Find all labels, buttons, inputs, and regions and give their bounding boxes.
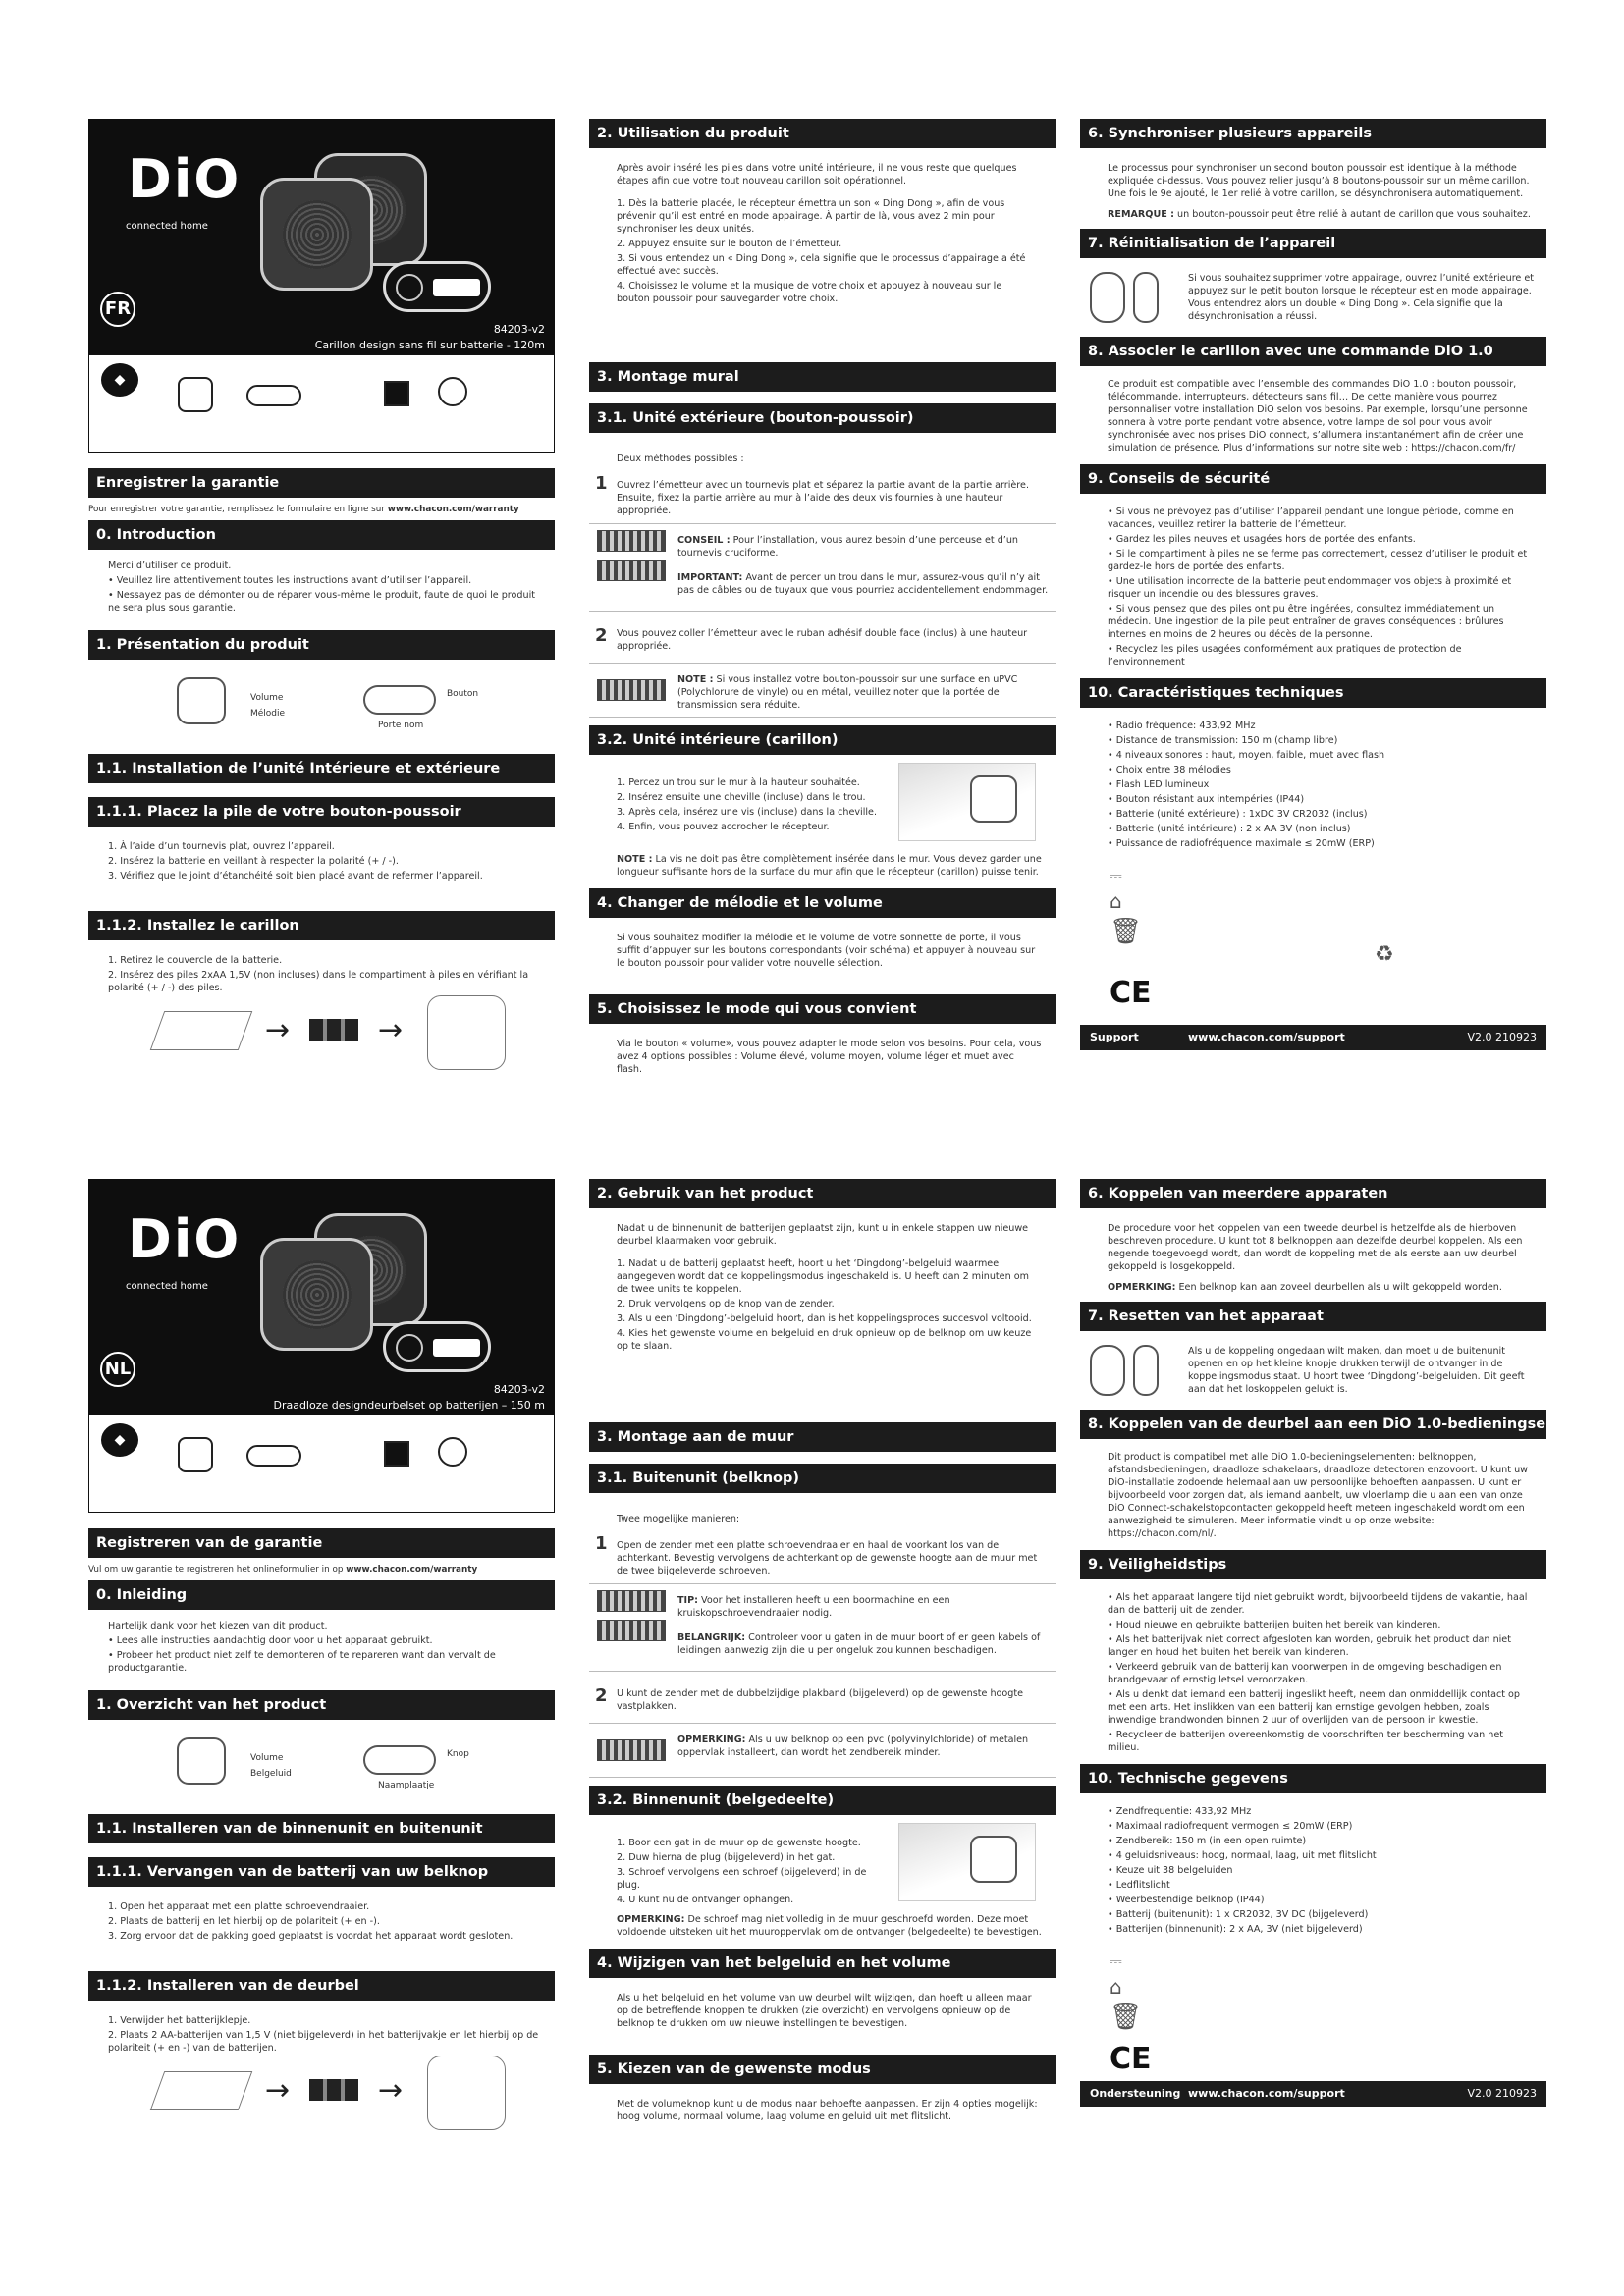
contents-label: 1x manuel 2x 84203-v2 1x 1x CR2032 3V 1x — [358, 438, 546, 448]
ce-mark-icon: CE — [1110, 2042, 1152, 2076]
reset-heading: 7. Réinitialisation de l’appareil — [1080, 229, 1546, 258]
step-line: 4. Enfin, vous pouvez accrocher le récepteur. — [617, 822, 830, 832]
exterior-intro: Deux méthodes possibles : — [617, 454, 744, 464]
warranty-text — [88, 1558, 555, 1580]
important-text: Avant de percer un trou dans le mur, assurez-vous qu’il n’y ait pas de câbles ou de tuyaux que vous pourriez accidentellement endommager. — [677, 572, 1049, 596]
tape-icon — [597, 1739, 666, 1761]
version-label: V2.0 210923 — [1467, 1031, 1537, 1043]
drill-icon — [597, 530, 666, 552]
safety-line: • Recycleer de batterijen overeenkomstig de voorschriften ter bescherming van het milieu. — [1108, 1730, 1504, 1753]
arrow-icon: → — [265, 1013, 291, 1047]
button-label: Knop — [447, 1749, 469, 1759]
product-description: Carillon design sans fil sur batterie - 120m — [314, 339, 545, 351]
contents-label: 1x handleiding 2x 84203-v2 1x 1x CR2032 3V 1x — [341, 1498, 546, 1508]
use-line: 3. Als u een ‘Dingdong’-belgeluid hoort, dan is het koppelingsproces succesvol voltooid. — [617, 1313, 1032, 1324]
package-contents — [88, 354, 555, 453]
spec-line: • 4 niveaux sonores : haut, moyen, faible, muet avec flash — [1108, 750, 1385, 761]
spec-line: • Maximaal radiofrequent vermogen ≤ 20mW (ERP) — [1108, 1821, 1353, 1832]
compliance-symbols — [1080, 858, 1546, 1025]
warranty-text-pre: Vul om uw garantie te registreren het onlineformulier in op — [88, 1565, 344, 1575]
exterior-step-1 — [589, 465, 1056, 517]
chime-icon — [178, 1437, 213, 1476]
install-heading: 1.1. Installeren van de binnenunit en buitenunit — [88, 1814, 555, 1843]
use-line: 4. Choisissez le volume et la musique de votre choix et appuyez à nouveau sur le bouton poussoir pour sauvegarder votre choix. — [617, 281, 1002, 304]
model-number: 84203-v2 — [493, 323, 545, 336]
support-bar — [1080, 1025, 1546, 1050]
interior-heading: 3.2. Binnenunit (belgedeelte) — [589, 1786, 1056, 1815]
step-number: 2 — [595, 625, 608, 646]
step-line: 2. Duw hierna de plug (bijgeleverd) in het gat. — [617, 1852, 836, 1863]
safety-line: • Verkeerd gebruik van de batterij kan voorwerpen in de omgeving beschadigen en brandgevaar of ernstig letsel veroorzaken. — [1108, 1662, 1502, 1685]
support-label: Support — [1090, 1031, 1139, 1043]
chime-outline-icon — [177, 1737, 226, 1785]
install-chime-heading: 1.1.2. Installez le carillon — [88, 911, 555, 940]
mode-heading: 5. Kiezen van de gewenste modus — [589, 2055, 1056, 2084]
step-line: 3. Schroef vervolgens een schroef (bijgeleverd) in de plug. — [617, 1867, 867, 1891]
support-bar — [1080, 2081, 1546, 2107]
spec-line: • Keuze uit 38 belgeluiden — [1108, 1865, 1233, 1876]
step-number: 2 — [595, 1685, 608, 1706]
language-badge: NL — [100, 1352, 135, 1387]
batteries-icon — [309, 1019, 358, 1041]
melody-text: Als u het belgeluid en het volume van uw deurbel wilt wijzigen, dan hoeft u alleen maar op de betreffende knoppen te drukken (zie overzicht) en vervolgens opnieuw op de belknop te drukken om uw nieuwe instellingen te bevestigen. — [617, 1993, 1032, 2029]
tip-text: Voor het installeren heeft u een boormachine en een kruiskopschroevendraaier nodig. — [677, 1595, 950, 1619]
tip-label: TIP: — [677, 1595, 698, 1606]
step-text: Ouvrez l’émetteur avec un tournevis plat et séparez la partie avant de la partie arrière. Ensuite, fixez la partie arrière au mur à l’aide des deux vis fournies à une hauteur appropriée. — [617, 480, 1029, 516]
safety-line: • Si vous ne prévoyez pas d’utiliser l’appareil pendant une longue période, comme en vacances, veuillez retirer la batterie de l’émetteur. — [1108, 507, 1514, 530]
exterior-heading: 3.1. Unité extérieure (bouton-poussoir) — [589, 403, 1056, 433]
wall-heading: 3. Montage aan de muur — [589, 1422, 1056, 1452]
safety-line: • Recyclez les piles usagées conformément aux pratiques de protection de l’environnement — [1108, 644, 1462, 667]
use-line: 1. Nadat u de batterij geplaatst heeft, hoort u het ‘Dingdong’-belgeluid waarmee aangegeven wordt dat de koppelingsmodus ingeschakeld is. U heeft dan 2 minuten om de twee units te koppelen. — [617, 1258, 1029, 1295]
reset-heading: 7. Resetten van het apparaat — [1080, 1302, 1546, 1331]
sync-remark — [1080, 200, 1546, 229]
drill-icon — [597, 1590, 666, 1612]
install-chime-text — [88, 940, 555, 993]
step-line: 2. Plaats 2 AA-batterijen van 1,5 V (niet bijgeleverd) in het batterijvakje en let hierbij op de polariteit (+ en -) van de batterijen. — [108, 2030, 539, 2054]
note-label: OPMERKING: — [677, 1735, 746, 1745]
chime-icon — [178, 377, 213, 416]
button-label: Bouton — [447, 689, 479, 699]
note-text: La vis ne doit pas être complètement insérée dans le mur. Vous devez garder une longueur suffisante hors de la surface du mur afin que le récepteur (carillon) puisse tenir. — [617, 854, 1042, 878]
spec-line: • Batterijen (binnenunit): 2 x AA, 3V (niet bijgeleverd) — [1108, 1924, 1363, 1935]
safety-heading: 9. Veiligheidstips — [1080, 1550, 1546, 1579]
use-text — [589, 1208, 1056, 1422]
wall-cable-icon — [597, 560, 666, 581]
package-contents — [88, 1415, 555, 1513]
step-number: 1 — [595, 473, 608, 494]
associate-heading: 8. Associer le carillon avec une commande DiO 1.0 — [1080, 337, 1546, 366]
remark-text: un bouton-poussoir peut être relié à autant de carillon que vous souhaitez. — [1177, 209, 1531, 220]
tip-label: CONSEIL : — [677, 535, 731, 546]
install-chime-heading: 1.1.2. Installeren van de deurbel — [88, 1971, 555, 2001]
safety-line: • Si le compartiment à piles ne se ferme pas correctement, cessez d’utiliser le produit et gardez-le hors de portée des enfants. — [1108, 549, 1528, 572]
interior-heading: 3.2. Unité intérieure (carillon) — [589, 725, 1056, 755]
tip-text: Pour l’installation, vous aurez besoin d’une perceuse et d’un tournevis cruciforme. — [677, 535, 1019, 559]
step-line: 1. Retirez le couvercle de la batterie. — [108, 955, 283, 966]
battery-diagram — [88, 989, 555, 1078]
product-description: Draadloze designdeurbelset op batterijen – 150 m — [273, 1399, 545, 1412]
compliance-symbols — [1080, 1944, 1546, 2081]
presentation-heading: 1. Présentation du produit — [88, 630, 555, 660]
use-line: 2. Appuyez ensuite sur le bouton de l’émetteur. — [617, 239, 842, 249]
button-icon — [246, 1437, 301, 1470]
model-number: 84203-v2 — [493, 1383, 545, 1396]
battery-cover-icon — [150, 1011, 253, 1050]
warranty-heading: Enregistrer la garantie — [88, 468, 555, 498]
use-line: 4. Kies het gewenste volume en belgeluid en druk opnieuw op de belknop om uw keuze op te slaan. — [617, 1328, 1032, 1352]
spec-line: • Zendbereik: 150 m (in een open ruimte) — [1108, 1836, 1307, 1846]
button-open-icon — [1090, 272, 1125, 323]
note-box — [589, 1723, 1056, 1778]
sync-remark — [1080, 1273, 1546, 1302]
melody-label: Mélodie — [250, 709, 286, 719]
dc-symbol-icon: ⎓ — [1110, 866, 1122, 884]
tech-heading: 10. Caractéristiques techniques — [1080, 678, 1546, 708]
step-line: 1. Open het apparaat met een platte schroevendraaier. — [108, 1901, 370, 1912]
mode-text: Met de volumeknop kunt u de modus naar behoefte aanpassen. Er zijn 4 opties mogelijk: hoog volume, normaal volume, laag volume en geluid uit met flitslicht. — [617, 2099, 1038, 2122]
button-outline-icon — [363, 685, 436, 715]
fr-column-2 — [589, 119, 1056, 1076]
version-label: V2.0 210923 — [1467, 2087, 1537, 2100]
install-heading: 1.1. Installation de l’unité Intérieure et extérieure — [88, 754, 555, 783]
use-heading: 2. Gebruik van het product — [589, 1179, 1056, 1208]
install-button-text — [88, 827, 555, 911]
dio-logo: DiO — [128, 148, 242, 210]
associate-text: Dit product is compatibel met alle DiO 1.0-bedieningselementen: belknoppen, afstandsbedieningen, draadloze schakelaars, draadloze detectoren enzovoort. U kunt uw DiO-installatie zodoende helemaal aan uw persoonlijke behoeften aanpassen. U kunt er bijvoorbeeld voor zorgen dat, als iemand aanbelt, uw vloerlamp die u aan een van onze DiO Connect-schakelstopcontacten gekoppeld heeft meteen ingeschakeld wordt om een aanwezigheid te simuleren. Meer informatie vindt u op onze website: https://chacon.com/nl/. — [1108, 1452, 1529, 1539]
support-link[interactable]: www.chacon.com/support — [1188, 1031, 1345, 1043]
note-box — [589, 663, 1056, 718]
weee-bin-icon: 🗑 — [1110, 917, 1143, 946]
note-text: De schroef mag niet volledig in de muur geschroefd worden. Deze moet voldoende uitsteken uit het muuroppervlak om de ontvanger (belgedeelte) te bevestigen. — [617, 1914, 1042, 1938]
exterior-step-1 — [589, 1525, 1056, 1577]
push-button-icon — [383, 1321, 491, 1372]
chime-device-icon — [260, 178, 373, 291]
reset-text: Si vous souhaitez supprimer votre appairage, ouvrez l’unité extérieure et appuyez sur le petit bouton lorsque le récepteur est en mode appairage. Vous entendrez alors un double « Ding Dong ». Cela signifie que la désynchronisation a réussi. — [1188, 273, 1535, 322]
sync-heading: 6. Synchroniser plusieurs appareils — [1080, 119, 1546, 148]
arrow-icon: → — [265, 2073, 291, 2108]
melody-heading: 4. Changer de mélodie et le volume — [589, 888, 1056, 918]
support-link[interactable]: www.chacon.com/support — [1188, 2087, 1345, 2100]
step-line: 2. Insérez ensuite une cheville (incluse) dans le trou. — [617, 792, 866, 803]
install-button-heading: 1.1.1. Vervangen van de batterij van uw belknop — [88, 1857, 555, 1887]
intro-heading: 0. Introduction — [88, 520, 555, 550]
intro-line: Merci d’utiliser ce produit. — [108, 561, 232, 571]
spec-line: • Batterie (unité extérieure) : 1xDC 3V CR2032 (inclus) — [1108, 809, 1368, 820]
spec-line: • Ledflitslicht — [1108, 1880, 1170, 1891]
button-back-icon — [1133, 1345, 1159, 1396]
step-line: 3. Après cela, insérez une vis (incluse) dans la cheville. — [617, 807, 878, 818]
note-label: NOTE : — [677, 674, 714, 685]
wall-cable-icon — [597, 1620, 666, 1641]
note-text: Als u uw belknop op een pvc (polyvinylchloride) of metalen oppervlak installeert, dan wordt het zendbereik minder. — [677, 1735, 1029, 1758]
intro-text — [88, 1610, 555, 1690]
spec-line: • Distance de transmission: 150 m (champ libre) — [1108, 735, 1338, 746]
spec-line: • Flash LED lumineux — [1108, 779, 1210, 790]
install-button-text — [88, 1887, 555, 1971]
safety-text — [1080, 494, 1546, 678]
intro-line: • Nessayez pas de démonter ou de réparer vous-même le produit, faute de quoi le produit ne sera plus sous garantie. — [108, 590, 536, 614]
interior-steps — [589, 1815, 1056, 1903]
intro-line: • Lees alle instructies aandachtig door voor u het apparaat gebruikt. — [108, 1635, 433, 1646]
step-line: 3. Vérifiez que le joint d’étanchéité soit bien placé avant de refermer l’appareil. — [108, 871, 483, 881]
interior-note — [589, 1903, 1056, 1949]
mode-heading: 5. Choisissez le mode qui vous convient — [589, 994, 1056, 1024]
button-outline-icon — [363, 1745, 436, 1775]
tip-box — [589, 1583, 1056, 1672]
step-line: 1. Percez un trou sur le mur à la hauteur souhaitée. — [617, 777, 860, 788]
battery-diagram — [88, 2050, 555, 2138]
adhesive-icon — [384, 1437, 409, 1470]
sync-heading: 6. Koppelen van meerdere apparaten — [1080, 1179, 1546, 1208]
safety-line: • Si vous pensez que des piles ont pu être ingérées, consultez immédiatement un médecin. Une ingestion de la pile peut entraîner de graves conséquences : brûlures internes en moins de 2 heures ou décès de la personne. — [1108, 604, 1504, 640]
safety-line: • Als het batterijvak niet correct afgesloten kan worden, gebruik het product dan niet langer en houd het buiten het bereik van kinderen. — [1108, 1634, 1511, 1658]
arrow-icon: → — [378, 1013, 404, 1047]
sync-text: Le processus pour synchroniser un second bouton poussoir est identique à la méthode expliquée ci-dessus. Vous pouvez relier jusqu’à 8 boutons-poussoir sur un même carillon. Une fois le 9e ajouté, le 1er relié à votre carillon, se désynchronisera automatiquement. — [1108, 163, 1530, 199]
spec-line: • 4 geluidsniveaus: hoog, normaal, laag, uit met flitslicht — [1108, 1850, 1377, 1861]
wall-mount-icon — [898, 763, 1036, 841]
spec-line: • Batterij (buitenunit): 1 x CR2032, 3V DC (bijgeleverd) — [1108, 1909, 1369, 1920]
important-label: IMPORTANT: — [677, 572, 743, 583]
button-icon — [246, 377, 301, 410]
associate-heading: 8. Koppelen van de deurbel aan een DiO 1.0-bedieningselement — [1080, 1410, 1546, 1439]
nl-column-3 — [1080, 1179, 1602, 2107]
spec-line: • Radio fréquence: 433,92 MHz — [1108, 721, 1256, 731]
step-line: 2. Plaats de batterij en let hierbij op de polariteit (+ en -). — [108, 1916, 380, 1927]
spec-line: • Weerbestendige belknop (IP44) — [1108, 1895, 1265, 1905]
important-label: BELANGRIJK: — [677, 1632, 746, 1643]
reset-section — [1080, 258, 1546, 337]
use-line: Après avoir inséré les piles dans votre unité intérieure, il ne vous reste que quelques étapes afin que votre tout nouveau carillon soit opérationnel. — [617, 163, 1017, 187]
interior-steps — [589, 755, 1056, 843]
triman-icon: ♻ — [1375, 942, 1394, 967]
intro-text — [88, 550, 555, 630]
install-button-heading: 1.1.1. Placez la pile de votre bouton-poussoir — [88, 797, 555, 827]
step-line: 1. Boor een gat in de muur op de gewenste hoogte. — [617, 1838, 861, 1848]
sync-text: De procedure voor het koppelen van een tweede deurbel is hetzelfde als de hierboven beschreven procedure. U kunt tot 8 belknoppen aan dezelfde deurbel koppelen. Als een negende toegevoegd wordt, dan wordt de koppeling met de als eerste aan uw deurbel gekoppeld is losgekoppeld. — [1108, 1223, 1523, 1272]
language-badge: FR — [100, 292, 135, 327]
exterior-step-2 — [589, 617, 1056, 657]
tip-box — [589, 523, 1056, 612]
indoor-use-icon: ⌂ — [1110, 1975, 1122, 1999]
manual-icon: ☰ — [325, 377, 352, 411]
exterior-intro: Twee mogelijke manieren: — [617, 1514, 740, 1524]
presentation-heading: 1. Overzicht van het product — [88, 1690, 555, 1720]
remark-label: OPMERKING: — [1108, 1282, 1176, 1293]
safety-line: • Une utilisation incorrecte de la batterie peut endommager vos objets à proximité et risquer un incendie ou des blessures graves. — [1108, 576, 1512, 600]
warranty-heading: Registreren van de garantie — [88, 1528, 555, 1558]
battery-icon: + — [438, 377, 467, 406]
warranty-text — [88, 498, 555, 520]
product-diagram — [88, 660, 555, 748]
product-diagram — [88, 1720, 555, 1808]
weee-bin-icon: 🗑 — [1110, 2002, 1143, 2032]
nameplate-label: Naamplaatje — [378, 1781, 435, 1790]
step-text: Vous pouvez coller l’émetteur avec le ruban adhésif double face (inclus) à une hauteur appropriée. — [617, 628, 1028, 652]
battery-cover-icon — [150, 2071, 253, 2110]
intro-line: • Probeer het product niet zelf te demonteren of te repareren want dan vervalt de productgarantie. — [108, 1650, 496, 1674]
step-text: U kunt de zender met de dubbelzijdige plakband (bijgeleverd) op de gewenste hoogte vastplakken. — [617, 1688, 1024, 1712]
chime-open-icon — [427, 2056, 506, 2130]
volume-label: Volume — [250, 1753, 284, 1763]
spec-line: • Batterie (unité intérieure) : 2 x AA 3V (non inclus) — [1108, 824, 1351, 834]
chime-open-icon — [427, 995, 506, 1070]
spec-line: • Puissance de radiofréquence maximale ≤ 20mW (ERP) — [1108, 838, 1375, 849]
spec-line: • Choix entre 38 mélodies — [1108, 765, 1231, 775]
fr-column-3 — [1080, 119, 1546, 1050]
step-line: 2. Insérez la batterie en veillant à respecter la polarité (+ / -). — [108, 856, 399, 867]
intro-line: • Veuillez lire attentivement toutes les instructions avant d’utiliser l’appareil. — [108, 575, 472, 586]
chime-outline-icon — [177, 677, 226, 724]
tech-text — [1080, 708, 1546, 858]
nl-column-2 — [589, 1179, 1056, 2123]
step-number: 1 — [595, 1533, 608, 1554]
use-line: 1. Dès la batterie placée, le récepteur émettra un son « Ding Dong », afin de vous prévenir qu’il est entré en mode appairage. À partir de là, vous avez 2 min pour synchroniser les deux unités. — [617, 198, 1005, 235]
nl-cover — [88, 1179, 555, 1513]
step-line: 3. Zorg ervoor dat de pakking goed geplaatst is voordat het apparaat wordt gesloten. — [108, 1931, 514, 1942]
exterior-heading: 3.1. Buitenunit (belknop) — [589, 1464, 1056, 1493]
reset-text: Als u de koppeling ongedaan wilt maken, dan moet u de buitenunit openen en op het kleine knopje drukken terwijl de ontvanger in de koppelingsmodus staat. U hoort twee ‘Dingdong’-belgeluiden. Dit geeft aan dat het loskoppelen gelukt is. — [1188, 1346, 1525, 1395]
tape-icon — [597, 679, 666, 701]
step-line: 1. À l’aide d’un tournevis plat, ouvrez l’appareil. — [108, 841, 335, 852]
safety-line: • Gardez les piles neuves et usagées hors de portée des enfants. — [1108, 534, 1416, 545]
dio-emblem-icon: ◆ — [101, 363, 138, 397]
button-open-icon — [1090, 1345, 1125, 1396]
intro-heading: 0. Inleiding — [88, 1580, 555, 1610]
remark-text: Een belknop kan aan zoveel deurbellen als u wilt gekoppeld worden. — [1178, 1282, 1502, 1293]
safety-line: • Als het apparaat langere tijd niet gebruikt wordt, bijvoorbeeld tijdens de vakantie, haal dan de batterij uit de zender. — [1108, 1592, 1528, 1616]
tech-heading: 10. Technische gegevens — [1080, 1764, 1546, 1793]
important-text: Controleer voor u gaten in de muur boort of er geen kabels of leidingen aanwezig zijn die u per ongeluk zou kunnen beschadigen. — [677, 1632, 1041, 1656]
reset-section — [1080, 1331, 1546, 1410]
safety-line: • Houd nieuwe en gebruikte batterijen buiten het bereik van kinderen. — [1108, 1620, 1441, 1630]
chime-device-icon — [260, 1238, 373, 1351]
fr-cover — [88, 119, 555, 453]
indoor-use-icon: ⌂ — [1110, 889, 1122, 913]
warranty-text-pre: Pour enregistrer votre garantie, remplissez le formulaire en ligne sur — [88, 505, 385, 514]
use-line: 3. Si vous entendez un « Ding Dong », cela signifie que le processus d’appairage a été effectué avec succès. — [617, 253, 1026, 277]
use-heading: 2. Utilisation du produit — [589, 119, 1056, 148]
note-text: Si vous installez votre bouton-poussoir sur une surface en uPVC (Polychlorure de vinyle) ou en métal, veuillez noter que la portée de transmission sera réduite. — [677, 674, 1018, 711]
warranty-link[interactable]: www.chacon.com/warranty — [346, 1565, 478, 1575]
dio-logo-sub: connected home — [126, 221, 208, 232]
melody-heading: 4. Wijzigen van het belgeluid en het volume — [589, 1949, 1056, 1978]
dc-symbol-icon: ⎓ — [1110, 1951, 1122, 1970]
safety-line: • Als u denkt dat iemand een batterij ingeslikt heeft, neem dan onmiddellijk contact op met een arts. Het inslikken van een batterij kan ernstige gevolgen hebben, zoals inwendige brandwonden binnen 2 uur of overlijden van de persoon in kwestie. — [1108, 1689, 1520, 1726]
use-text — [589, 148, 1056, 362]
interior-note — [589, 843, 1056, 888]
battery-icon: + — [438, 1437, 467, 1467]
manual-icon: ☰ — [325, 1437, 352, 1471]
install-chime-text — [88, 2001, 555, 2054]
step-line: 2. Insérez des piles 2xAA 1,5V (non incluses) dans le compartiment à piles en vérifiant la polarité (+ / -) des piles. — [108, 970, 529, 993]
volume-label: Volume — [250, 693, 284, 703]
button-back-icon — [1133, 272, 1159, 323]
melody-label: Belgeluid — [250, 1769, 292, 1779]
dio-emblem-icon: ◆ — [101, 1423, 138, 1457]
spec-line: • Zendfrequentie: 433,92 MHz — [1108, 1806, 1252, 1817]
safety-heading: 9. Conseils de sécurité — [1080, 464, 1546, 494]
adhesive-icon — [384, 377, 409, 410]
dio-logo-sub: connected home — [126, 1281, 208, 1292]
ce-mark-icon: CE — [1110, 976, 1152, 1010]
mode-text: Via le bouton « volume», vous pouvez adapter le mode selon vos besoins. Pour cela, vous avez 4 options possibles : Volume élevé, volume moyen, volume léger et muet avec flash. — [617, 1039, 1042, 1075]
support-label: Ondersteuning — [1090, 2087, 1181, 2100]
note-label: OPMERKING: — [617, 1914, 685, 1925]
arrow-icon: → — [378, 2073, 404, 2108]
wall-heading: 3. Montage mural — [589, 362, 1056, 392]
wall-mount-icon — [898, 1823, 1036, 1901]
remark-label: REMARQUE : — [1108, 209, 1174, 220]
warranty-link[interactable]: www.chacon.com/warranty — [387, 505, 519, 514]
step-line: 4. U kunt nu de ontvanger ophangen. — [617, 1895, 794, 1905]
note-label: NOTE : — [617, 854, 653, 865]
push-button-icon — [383, 261, 491, 312]
step-line: 1. Verwijder het batterijklepje. — [108, 2015, 251, 2026]
intro-line: Hartelijk dank voor het kiezen van dit product. — [108, 1621, 328, 1631]
associate-text: Ce produit est compatible avec l’ensemble des commandes DiO 1.0 : bouton poussoir, télécommande, interrupteurs, détecteurs sans fil… De cette manière vous pourrez personnaliser votre installation DiO selon vos besoins. Par exemple, lorsqu’une personne sonnera à votre porte pendant votre absence, votre lampe de sol pour vous avoir synchronisée avec nos prises DiO connect, s’allumera instantanément afin de créer une simulation de présence. Plus d’informations sur notre site web : https://chacon.com/fr/ — [1108, 379, 1528, 454]
step-text: Open de zender met een platte schroevendraaier en haal de voorkant los van de achterkant. Bevestig vervolgens de achterkant op de gewenste hoogte aan de muur met de twee bijgeleverde schroeven. — [617, 1540, 1038, 1576]
safety-text — [1080, 1579, 1546, 1764]
spec-line: • Bouton résistant aux intempéries (IP44) — [1108, 794, 1305, 805]
nameplate-label: Porte nom — [378, 721, 424, 730]
batteries-icon — [309, 2079, 358, 2101]
tech-text — [1080, 1793, 1546, 1944]
exterior-step-2 — [589, 1678, 1056, 1717]
melody-text: Si vous souhaitez modifier la mélodie et le volume de votre sonnette de porte, il vous suffit d’appuyer sur les boutons correspondants (voir schéma) et appuyer à nouveau sur le bouton poussoir pour valider votre nouvelle sélection. — [617, 933, 1036, 969]
dio-logo: DiO — [128, 1208, 242, 1270]
use-line: 2. Druk vervolgens op de knop van de zender. — [617, 1299, 835, 1309]
use-line: Nadat u de binnenunit de batterijen geplaatst zijn, kunt u in enkele stappen uw nieuwe deurbel klaarmaken voor gebruik. — [617, 1223, 1029, 1247]
